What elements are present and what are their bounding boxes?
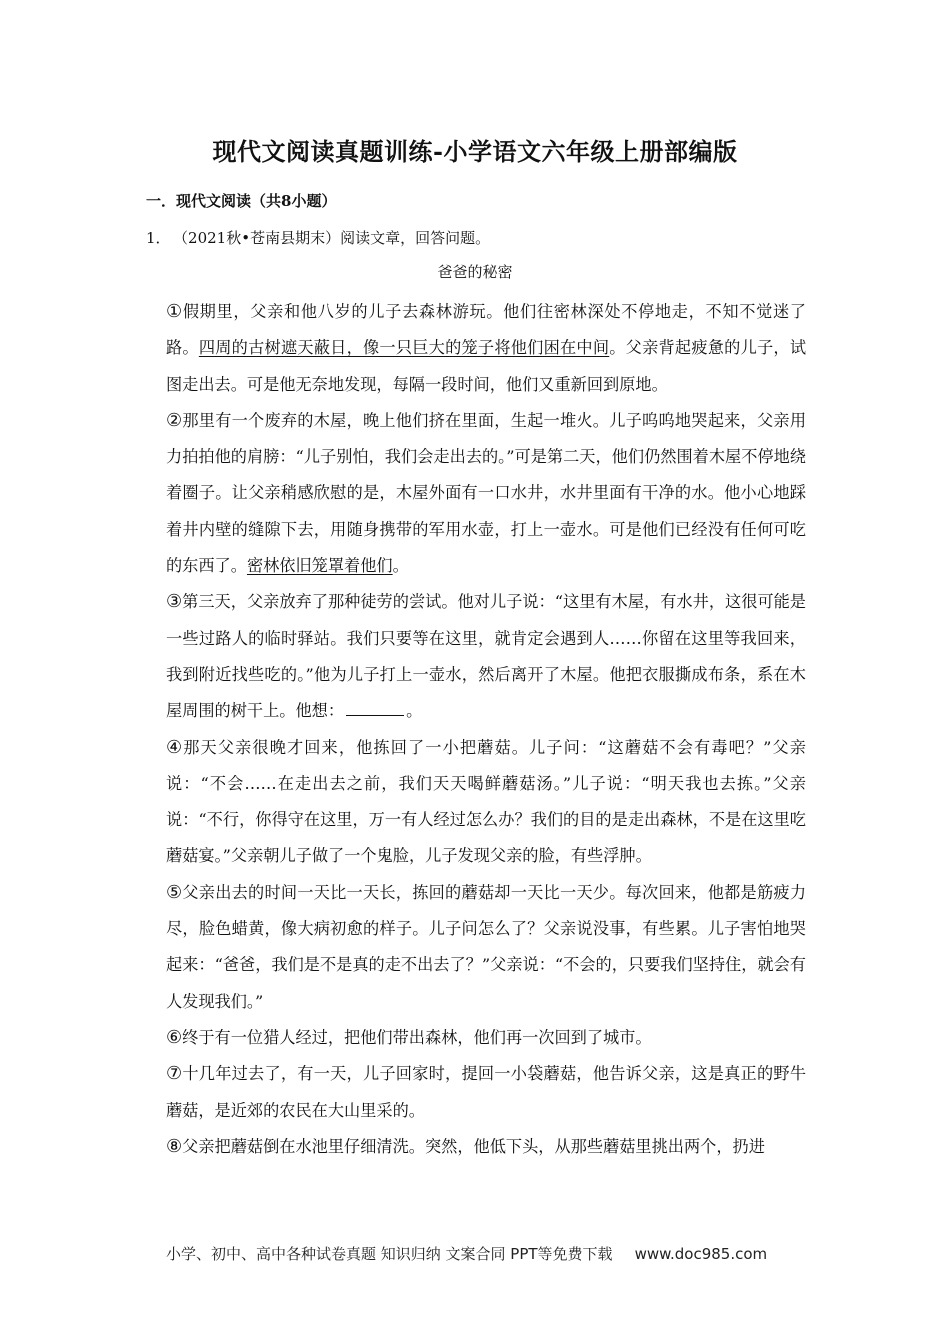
document-title: 现代文阅读真题训练-小学语文六年级上册部编版 [212, 137, 738, 166]
paragraph-7: ⑦十几年过去了，有一天，儿子回家时，提回一小袋蘑菇，他告诉父亲，这是真正的野牛蘑菇，是近郊的农民在大山里采的。 [166, 1063, 807, 1120]
page-footer [166, 1243, 767, 1264]
story-body [166, 294, 806, 1165]
paragraph-number: ⑧ [166, 1135, 183, 1157]
paragraph-number: ③ [166, 591, 183, 613]
story-title: 爸爸的秘密 [437, 263, 513, 281]
paragraph-6: ⑥终于有一位猎人经过，把他们带出森林，他们再一次回到了城市。 [166, 1026, 652, 1048]
paragraph-number: ② [166, 409, 183, 431]
paragraph-number: ⑥ [166, 1026, 183, 1048]
paragraph-8: ⑧父亲把蘑菇倒在水池里仔细清洗。突然，他低下头，从那些蘑菇里挑出两个，扔进 [166, 1135, 765, 1157]
underlined-sentence: 四周的古树遮天蔽日，像一只巨大的笼子将他们困在中间 [198, 338, 610, 358]
paragraph-number: ⑤ [166, 881, 183, 903]
question-prompt: （2021秋•苍南县期末）阅读文章，回答问题。 [180, 229, 491, 247]
paragraph-1: ①假期里，父亲和他八岁的儿子去森林游玩。他们往密林深处不停地走，不知不觉迷了路。四周的古树遮天蔽日，像一只巨大的笼子将他们困在中间。父亲背起疲惫的儿子，试图走出去。可是他无奈地发现，每隔一段时间，他们又重新回到原地。 [166, 301, 807, 394]
paragraph-4: ④那天父亲很晚才回来，他拣回了一小把蘑菇。儿子问：“这蘑菇不会有毒吧？”父亲说：“不会……在走出去之前，我们天天喝鲜蘑菇汤。”儿子说：“明天我也去拣。”父亲说：“不行，你得守在这里，万一有人经过怎么办？我们的目的是走出森林，不是在这里吃蘑菇宴。”父亲朝儿子做了一个鬼脸，儿子发现父亲的脸，有些浮肿。 [166, 736, 806, 866]
answer-blank[interactable] [346, 699, 404, 716]
footer-tagline: 小学、初中、高中各种试卷真题 知识归纳 文案合同 PPT等免费下载 [166, 1245, 613, 1263]
underlined-sentence: 密林依旧笼罩着他们 [246, 556, 393, 576]
question-number: 1． [146, 229, 171, 247]
question-header [146, 227, 490, 248]
paragraph-number: ④ [166, 736, 184, 758]
paragraph-2: ②那里有一个废弃的木屋，晚上他们挤在里面，生起一堆火。儿子呜呜地哭起来，父亲用力拍拍他的肩膀：“儿子别怕，我们会走出去的。”可是第二天，他们仍然围着木屋不停地绕着圈子。让父亲稍感欣慰的是，木屋外面有一口水井，水井里面有干净的水。他小心地踩着井内壁的缝隙下去，用随身携带的军用水壶，打上一壶水。可是他们已经没有任何可吃的东西了。密林依旧笼罩着他们。 [166, 409, 807, 576]
paragraph-5: ⑤父亲出去的时间一天比一天长，拣回的蘑菇却一天比一天少。每次回来，他都是筋疲力尽，脸色蜡黄，像大病初愈的样子。儿子问怎么了？父亲说没事，有些累。儿子害怕地哭起来：“爸爸，我们是不是真的走不出去了？”父亲说：“不会的，只要我们坚持住，就会有人发现我们。” [166, 881, 807, 1011]
paragraph-number: ⑦ [166, 1063, 183, 1085]
paragraph-number: ① [166, 301, 183, 322]
section-heading: 一．现代文阅读（共8小题） [146, 192, 337, 210]
footer-site-link[interactable]: www.doc985.com [634, 1245, 768, 1263]
paragraph-3: ③第三天，父亲放弃了那种徒劳的尝试。他对儿子说：“这里有木屋，有水井，这很可能是一些过路人的临时驿站。我们只要等在这里，就肯定会遇到人……你留在这里等我回来，我到附近找些吃的。”他为儿子打上一壶水，然后离开了木屋。他把衣服撕成布条，系在木屋周围的树干上。他想： 。 [166, 591, 806, 721]
